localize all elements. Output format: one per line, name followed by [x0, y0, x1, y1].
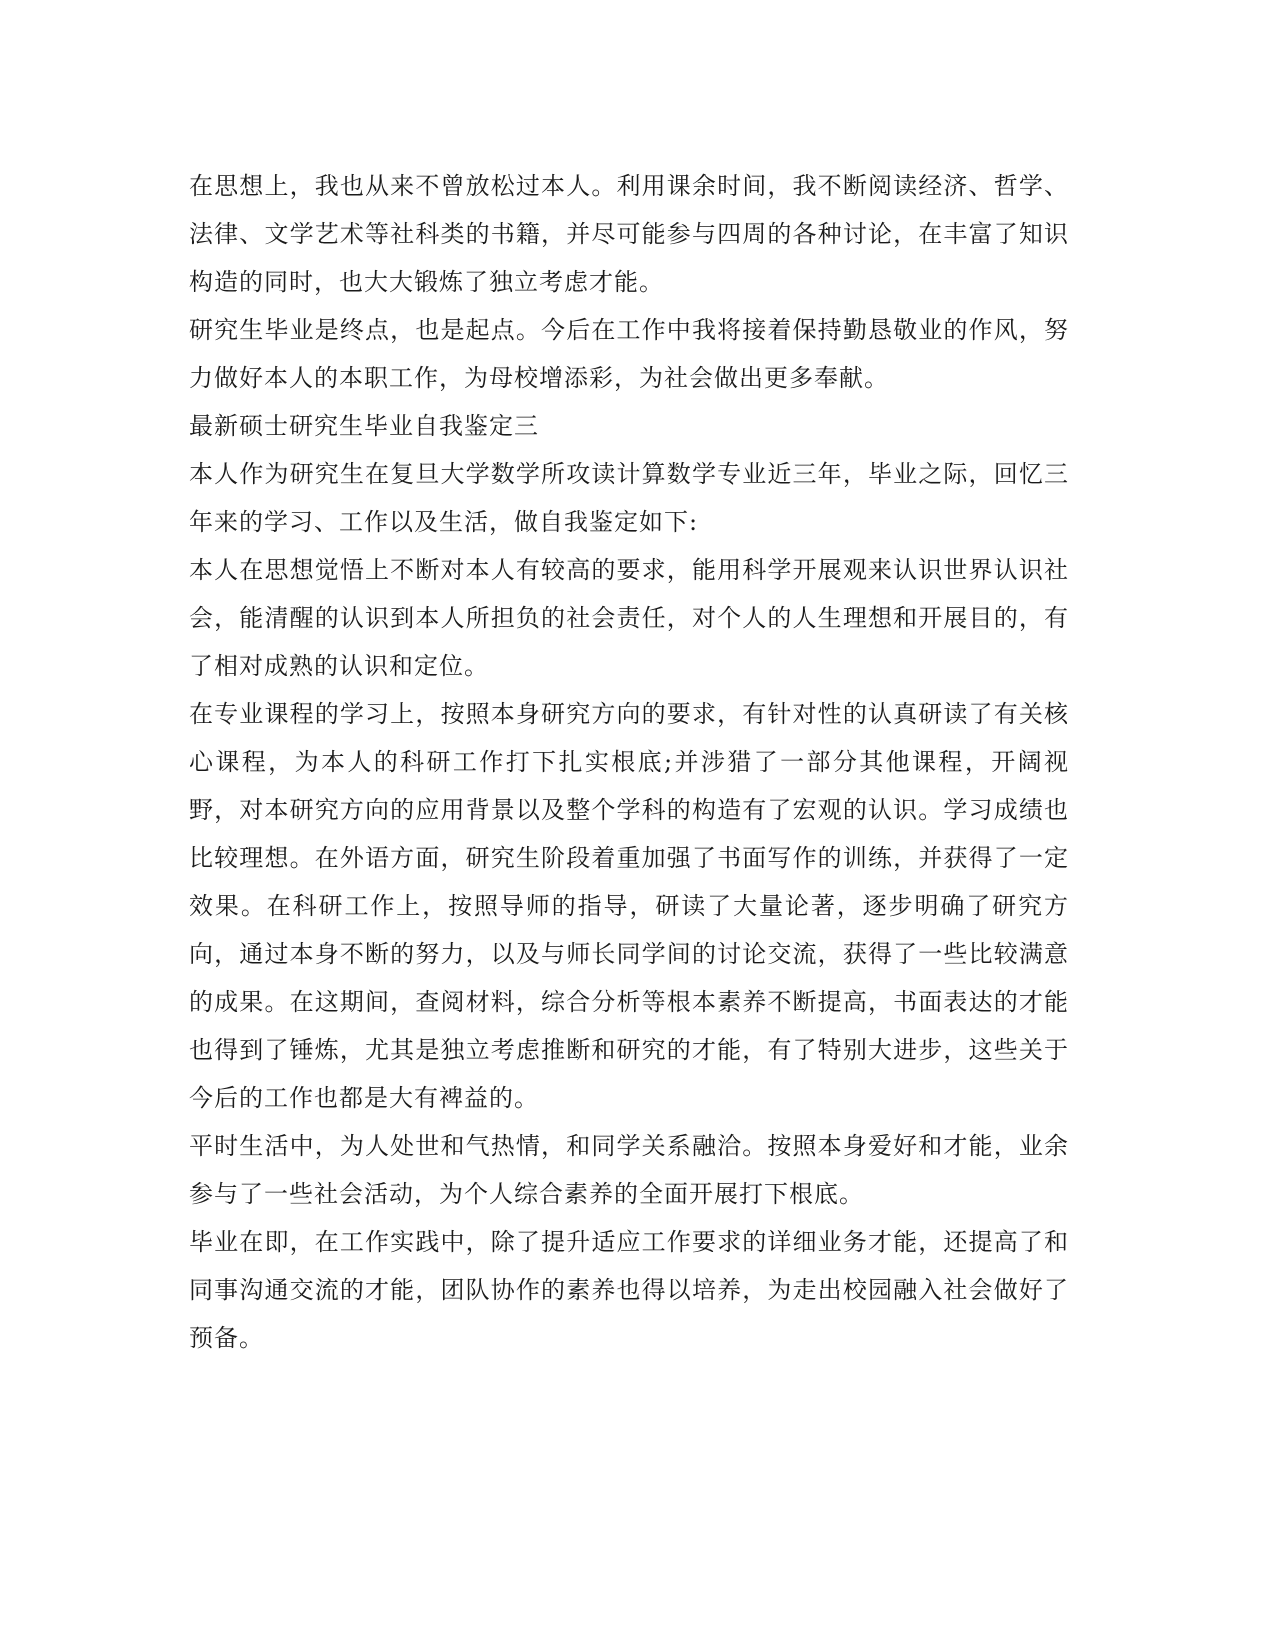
paragraph-thought: 在思想上，我也从来不曾放松过本人。利用课余时间，我不断阅读经济、哲学、法律、文学艺术等社科类的书籍，并尽可能参与四周的各种讨论，在丰富了知识构造的同时，也大大锻炼了独立考虑才能。 — [189, 172, 1069, 296]
document-body — [189, 162, 1069, 1362]
paragraph-work-practice: 毕业在即，在工作实践中，除了提升适应工作要求的详细业务才能，还提高了和同事沟通交流的才能，团队协作的素养也得以培养，为走出校园融入社会做好了预备。 — [189, 1228, 1069, 1352]
section-heading: 最新硕士研究生毕业自我鉴定三 — [189, 412, 539, 440]
paragraph-daily-life: 平时生活中，为人处世和气热情，和同学关系融洽。按照本身爱好和才能，业余参与了一些社会活动，为个人综合素养的全面开展打下根底。 — [189, 1132, 1069, 1208]
paragraph-intro: 本人作为研究生在复旦大学数学所攻读计算数学专业近三年，毕业之际，回忆三年来的学习、工作以及生活，做自我鉴定如下: — [189, 460, 1069, 536]
paragraph-study-research: 在专业课程的学习上，按照本身研究方向的要求，有针对性的认真研读了有关核心课程，为本人的科研工作打下扎实根底;并涉猎了一部分其他课程，开阔视野，对本研究方向的应用背景以及整个学科的构造有了宏观的认识。学习成绩也比较理想。在外语方面，研究生阶段着重加强了书面写作的训练，并获得了一定效果。在科研工作上，按照导师的指导，研读了大量论著，逐步明确了研究方向，通过本身不断的努力，以及与师长同学间的讨论交流，获得了一些比较满意的成果。在这期间，查阅材料，综合分析等根本素养不断提高，书面表达的才能也得到了锤炼，尤其是独立考虑推断和研究的才能，有了特别大进步，这些关于今后的工作也都是大有裨益的。 — [189, 700, 1069, 1112]
paragraph-ideology: 本人在思想觉悟上不断对本人有较高的要求，能用科学开展观来认识世界认识社会，能清醒的认识到本人所担负的社会责任，对个人的人生理想和开展目的，有了相对成熟的认识和定位。 — [189, 556, 1069, 680]
paragraph-graduation: 研究生毕业是终点，也是起点。今后在工作中我将接着保持勤恳敬业的作风，努力做好本人的本职工作，为母校增添彩，为社会做出更多奉献。 — [189, 316, 1069, 392]
